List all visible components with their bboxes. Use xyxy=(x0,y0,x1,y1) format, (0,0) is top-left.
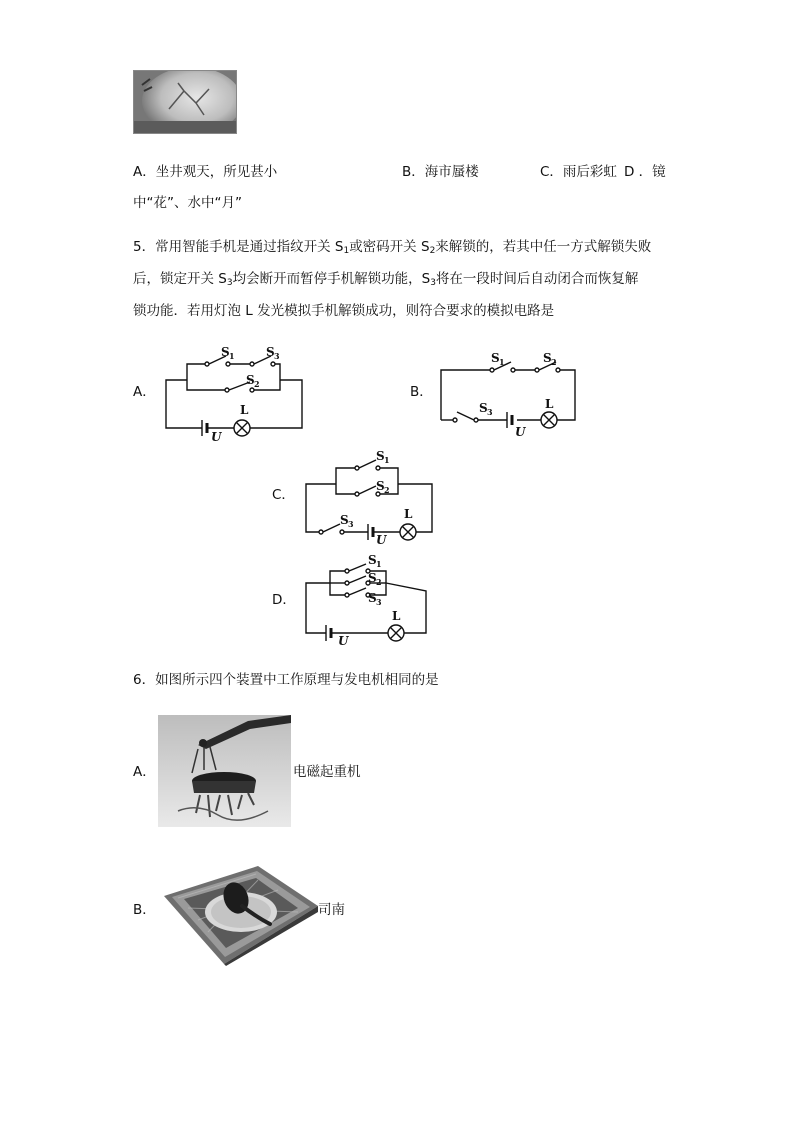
circuit-c-s2-index: 2 xyxy=(384,485,390,495)
circuit-c-s3-label: S xyxy=(340,513,349,527)
circuit-a-s3-label: S xyxy=(266,345,275,359)
circuit-d-s3-label: S xyxy=(368,591,377,605)
circuit-a-s2-index: 2 xyxy=(254,379,260,389)
sinan-compass-graphic xyxy=(158,860,320,966)
circuit-a-s3-index: 3 xyxy=(274,351,280,361)
q6-option-a-caption: 电磁起重机 xyxy=(293,764,361,780)
mirror-photo-graphic xyxy=(134,71,236,133)
circuit-c-lamp-label: L xyxy=(404,507,413,521)
q4-option-d-continued: 中“花”、水中“月” xyxy=(133,195,242,211)
circuit-b-s2-index: 2 xyxy=(551,357,557,367)
circuit-b-s2-label: S xyxy=(543,351,552,365)
electromagnetic-crane-photo xyxy=(158,715,291,827)
q6-option-a-label: A． xyxy=(133,764,156,780)
q6-option-b-caption: 司南 xyxy=(318,902,345,918)
circuit-b-source-label: U xyxy=(515,425,526,439)
circuit-a-source-label: U xyxy=(211,430,222,444)
circuit-c-s1-index: 1 xyxy=(384,455,390,465)
circuit-a-s1-label: S xyxy=(221,345,230,359)
q5-option-a-label: A． xyxy=(133,384,156,400)
q5-option-d-label: D． xyxy=(272,592,296,608)
q5-option-c-label: C． xyxy=(272,487,295,503)
circuit-c-s1-label: S xyxy=(376,449,385,463)
circuit-a-s2-label: S xyxy=(246,373,255,387)
circuit-d-source-label: U xyxy=(338,634,349,648)
q6-stem: 6．如图所示四个装置中工作原理与发电机相同的是 xyxy=(133,672,439,688)
circuit-b-s3-label: S xyxy=(479,401,488,415)
circuit-d-s1-label: S xyxy=(368,553,377,567)
q4-option-a: A．坐井观天，所见甚小 xyxy=(133,164,278,180)
circuit-d xyxy=(300,553,435,648)
circuit-d-s2-label: S xyxy=(368,571,377,585)
circuit-c-s2-label: S xyxy=(376,479,385,493)
circuit-d-s1-index: 1 xyxy=(376,559,382,569)
q5-stem-line2: 后，锁定开关 $S_3$均会断开而暂停手机解锁功能，$S_3$将在一段时间后自动闭合而恢复解 xyxy=(133,271,639,288)
circuit-b-s1-label: S xyxy=(491,351,500,365)
circuit-c xyxy=(300,448,440,546)
sinan-compass-photo xyxy=(158,860,320,966)
circuit-a xyxy=(160,342,310,442)
circuit-d-s3-index: 3 xyxy=(376,597,382,607)
circuit-a-s1-index: 1 xyxy=(229,351,235,361)
circuit-c-s3-index: 3 xyxy=(348,519,354,529)
circuit-b xyxy=(435,348,585,438)
q5-stem-line3: 锁功能．若用灯泡 L 发光模拟手机解锁成功，则符合要求的模拟电路是 xyxy=(133,303,555,319)
circuit-b-lamp-label: L xyxy=(545,397,554,411)
circuit-d-s2-index: 2 xyxy=(376,577,382,587)
q4-option-d: D ．镜 xyxy=(624,164,666,180)
q6-option-b-label: B． xyxy=(133,902,156,918)
q5-stem-line1: 5．常用智能手机是通过指纹开关 $S_1$或密码开关 $S_2$来解锁的，若其中任一方式解锁失败 xyxy=(133,239,652,256)
electromagnetic-crane-graphic xyxy=(158,715,291,827)
q5-option-b-label: B． xyxy=(410,384,433,400)
circuit-b-s3-index: 3 xyxy=(487,407,493,417)
q4-option-c: C．雨后彩虹 xyxy=(540,164,617,180)
circuit-d-lamp-label: L xyxy=(392,609,401,623)
circuit-c-source-label: U xyxy=(376,533,387,547)
circuit-a-lamp-label: L xyxy=(240,403,249,417)
circuit-b-s1-index: 1 xyxy=(499,357,505,367)
mirror-photo xyxy=(133,70,237,134)
q4-option-b: B．海市蜃楼 xyxy=(402,164,479,180)
